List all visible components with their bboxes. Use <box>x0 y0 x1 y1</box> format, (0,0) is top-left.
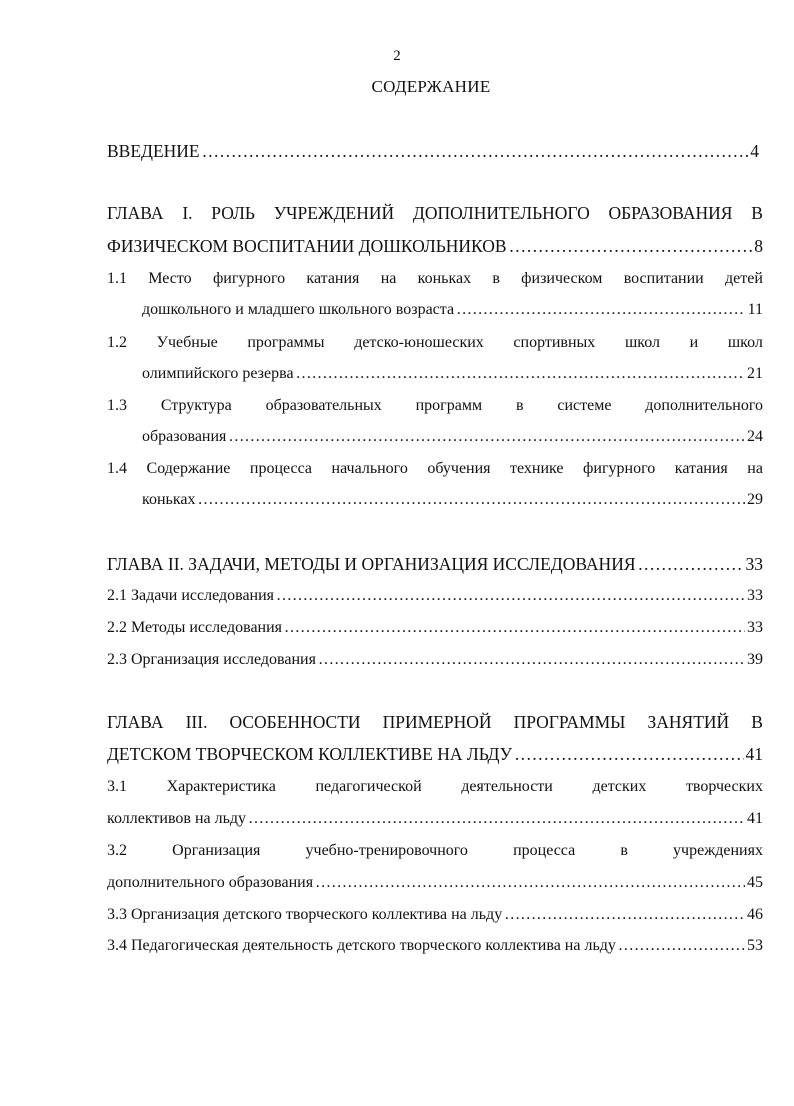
toc-section-1-2-line1 <box>107 333 763 353</box>
word: Структура <box>160 397 232 414</box>
toc-section-page: 11 <box>747 301 763 318</box>
toc-section-2-1 <box>107 586 763 606</box>
word: спортивных <box>513 334 596 351</box>
word: УЧРЕЖДЕНИЙ <box>273 203 395 223</box>
toc-intro-title: ВВЕДЕНИЕ <box>107 141 200 161</box>
toc-section-2-3 <box>107 650 763 670</box>
word: в <box>492 270 500 287</box>
leader-dots <box>202 141 749 161</box>
word: В <box>751 203 763 223</box>
word: детско-юношеских <box>354 334 484 351</box>
toc-chapter3-line1 <box>107 712 763 732</box>
toc-section-3-4 <box>107 936 763 956</box>
word: программ <box>415 397 483 414</box>
toc-section-3-2-line1 <box>107 841 763 861</box>
toc-section-1-1-line1 <box>107 269 763 289</box>
word: учреждениях <box>673 842 763 859</box>
word: ДОПОЛНИТЕЛЬНОГО <box>412 203 590 223</box>
leader-dots <box>228 427 745 447</box>
word: школ <box>624 334 660 351</box>
toc-section-page: 33 <box>747 587 763 604</box>
word: обучения <box>427 460 491 477</box>
word: ЗАНЯТИЙ <box>647 712 730 732</box>
leader-dots <box>509 236 753 256</box>
toc-section-1-3-line1 <box>107 396 763 416</box>
leader-dots <box>197 490 745 510</box>
word: творческих <box>685 778 763 795</box>
word: ОБРАЗОВАНИЯ <box>608 203 733 223</box>
word: Содержание <box>146 460 231 477</box>
toc-section-1-2-line2 <box>142 364 763 384</box>
leader-dots <box>504 905 745 925</box>
word: в <box>515 397 524 414</box>
word: в <box>620 842 628 859</box>
word: системе <box>557 397 612 414</box>
word: на <box>380 270 397 287</box>
word: ПРОГРАММЫ <box>513 712 626 732</box>
word: Организация <box>172 842 261 859</box>
word: и <box>689 334 699 351</box>
word: коньках <box>417 270 472 287</box>
word: на <box>747 460 763 477</box>
word: катания <box>306 270 360 287</box>
word: 3.2 <box>107 842 127 859</box>
toc-section-title: дошкольного и младшего школьного возраста <box>142 301 455 318</box>
toc-chapter2-title: ГЛАВА II. ЗАДАЧИ, МЕТОДЫ И ОРГАНИЗАЦИЯ ИССЛЕДОВАНИЯ <box>107 554 636 574</box>
word: 3.1 <box>107 778 127 795</box>
word: фигурного <box>212 270 286 287</box>
word: фигурного <box>583 460 656 477</box>
word: детей <box>725 270 763 287</box>
word: программы <box>247 334 325 351</box>
word: школ <box>727 334 763 351</box>
toc-section-page: 53 <box>747 937 763 954</box>
toc-section-title: олимпийского резерва <box>142 365 294 382</box>
leader-dots <box>296 364 745 384</box>
word: Учебные <box>156 334 218 351</box>
leader-dots <box>248 809 745 829</box>
toc-section-page: 29 <box>747 491 763 508</box>
toc-section-3-2-line2 <box>107 873 763 893</box>
leader-dots <box>318 650 745 670</box>
toc-section-page: 33 <box>747 619 763 636</box>
toc-section-page: 24 <box>747 428 763 445</box>
toc-chapter3-line2 <box>107 744 763 764</box>
toc-section-title: 2.3 Организация исследования <box>107 651 316 668</box>
toc-section-page: 45 <box>747 874 763 891</box>
toc-section-2-2 <box>107 618 763 638</box>
word: ОСОБЕННОСТИ <box>229 712 361 732</box>
word: 1.2 <box>107 334 127 351</box>
word: Место <box>148 270 192 287</box>
word: процесса <box>249 460 312 477</box>
word: технике <box>510 460 564 477</box>
word: физическом <box>521 270 603 287</box>
toc-section-title: 2.1 Задачи исследования <box>107 587 275 604</box>
leader-dots <box>276 586 745 606</box>
word: Характеристика <box>166 778 276 795</box>
toc-section-3-1-line1 <box>107 777 763 797</box>
toc-chapter1-page: 8 <box>754 236 763 256</box>
word: РОЛЬ <box>211 203 255 223</box>
leader-dots <box>638 554 744 574</box>
toc-section-page: 46 <box>747 906 763 923</box>
toc-section-title: 3.3 Организация детского творческого коллектива на льду <box>107 906 503 923</box>
leader-dots <box>456 300 746 320</box>
toc-section-title: образования <box>142 428 227 445</box>
toc-section-title: коньках <box>142 491 196 508</box>
toc-chapter1-title: ФИЗИЧЕСКОМ ВОСПИТАНИИ ДОШКОЛЬНИКОВ <box>107 236 507 256</box>
toc-section-title: коллективов на льду <box>107 810 247 827</box>
word: начального <box>331 460 408 477</box>
word: I. <box>182 203 193 223</box>
leader-dots <box>618 936 745 956</box>
toc-chapter2 <box>107 554 763 574</box>
toc-section-title: 3.4 Педагогическая деятельность детского творческого коллектива на льду <box>107 937 616 954</box>
toc-section-title: 2.2 Методы исследования <box>107 619 283 636</box>
word: катания <box>674 460 728 477</box>
toc-section-1-3-line2 <box>142 427 763 447</box>
toc-section-page: 39 <box>747 651 763 668</box>
toc-chapter2-page: 33 <box>745 554 763 574</box>
toc-section-page: 21 <box>747 365 763 382</box>
toc-chapter1-line2 <box>107 236 763 256</box>
word: деятельности <box>461 778 553 795</box>
word: В <box>751 712 763 732</box>
word: воспитании <box>623 270 704 287</box>
toc-section-3-3 <box>107 905 763 925</box>
word: ПРИМЕРНОЙ <box>382 712 492 732</box>
toc-section-title: дополнительного образования <box>107 874 314 891</box>
toc-heading: СОДЕРЖАНИЕ <box>371 77 491 96</box>
word: ГЛАВА <box>107 712 164 732</box>
leader-dots <box>514 744 743 764</box>
leader-dots <box>315 873 745 893</box>
word: педагогической <box>315 778 422 795</box>
toc-intro <box>107 141 759 161</box>
word: образовательных <box>265 397 382 414</box>
toc-section-1-1-line2 <box>142 300 763 320</box>
toc-section-3-1-line2 <box>107 809 763 829</box>
word: 1.4 <box>107 460 127 477</box>
toc-section-1-4-line1 <box>107 459 763 479</box>
toc-chapter1-line1 <box>107 203 763 223</box>
toc-chapter3-title: ДЕТСКОМ ТВОРЧЕСКОМ КОЛЛЕКТИВЕ НА ЛЬДУ <box>107 744 513 764</box>
word: 1.3 <box>107 397 127 414</box>
word: дополнительного <box>645 397 763 414</box>
toc-chapter3-page: 41 <box>745 744 763 764</box>
word: 1.1 <box>107 270 127 287</box>
toc-section-page: 41 <box>747 810 763 827</box>
toc-intro-page: 4 <box>750 141 759 161</box>
word: ГЛАВА <box>107 203 164 223</box>
word: III. <box>185 712 208 732</box>
toc-section-1-4-line2 <box>142 490 763 510</box>
word: детских <box>592 778 647 795</box>
word: учебно-тренировочного <box>305 842 468 859</box>
page-number: 2 <box>393 48 401 64</box>
word: процесса <box>513 842 576 859</box>
leader-dots <box>284 618 745 638</box>
